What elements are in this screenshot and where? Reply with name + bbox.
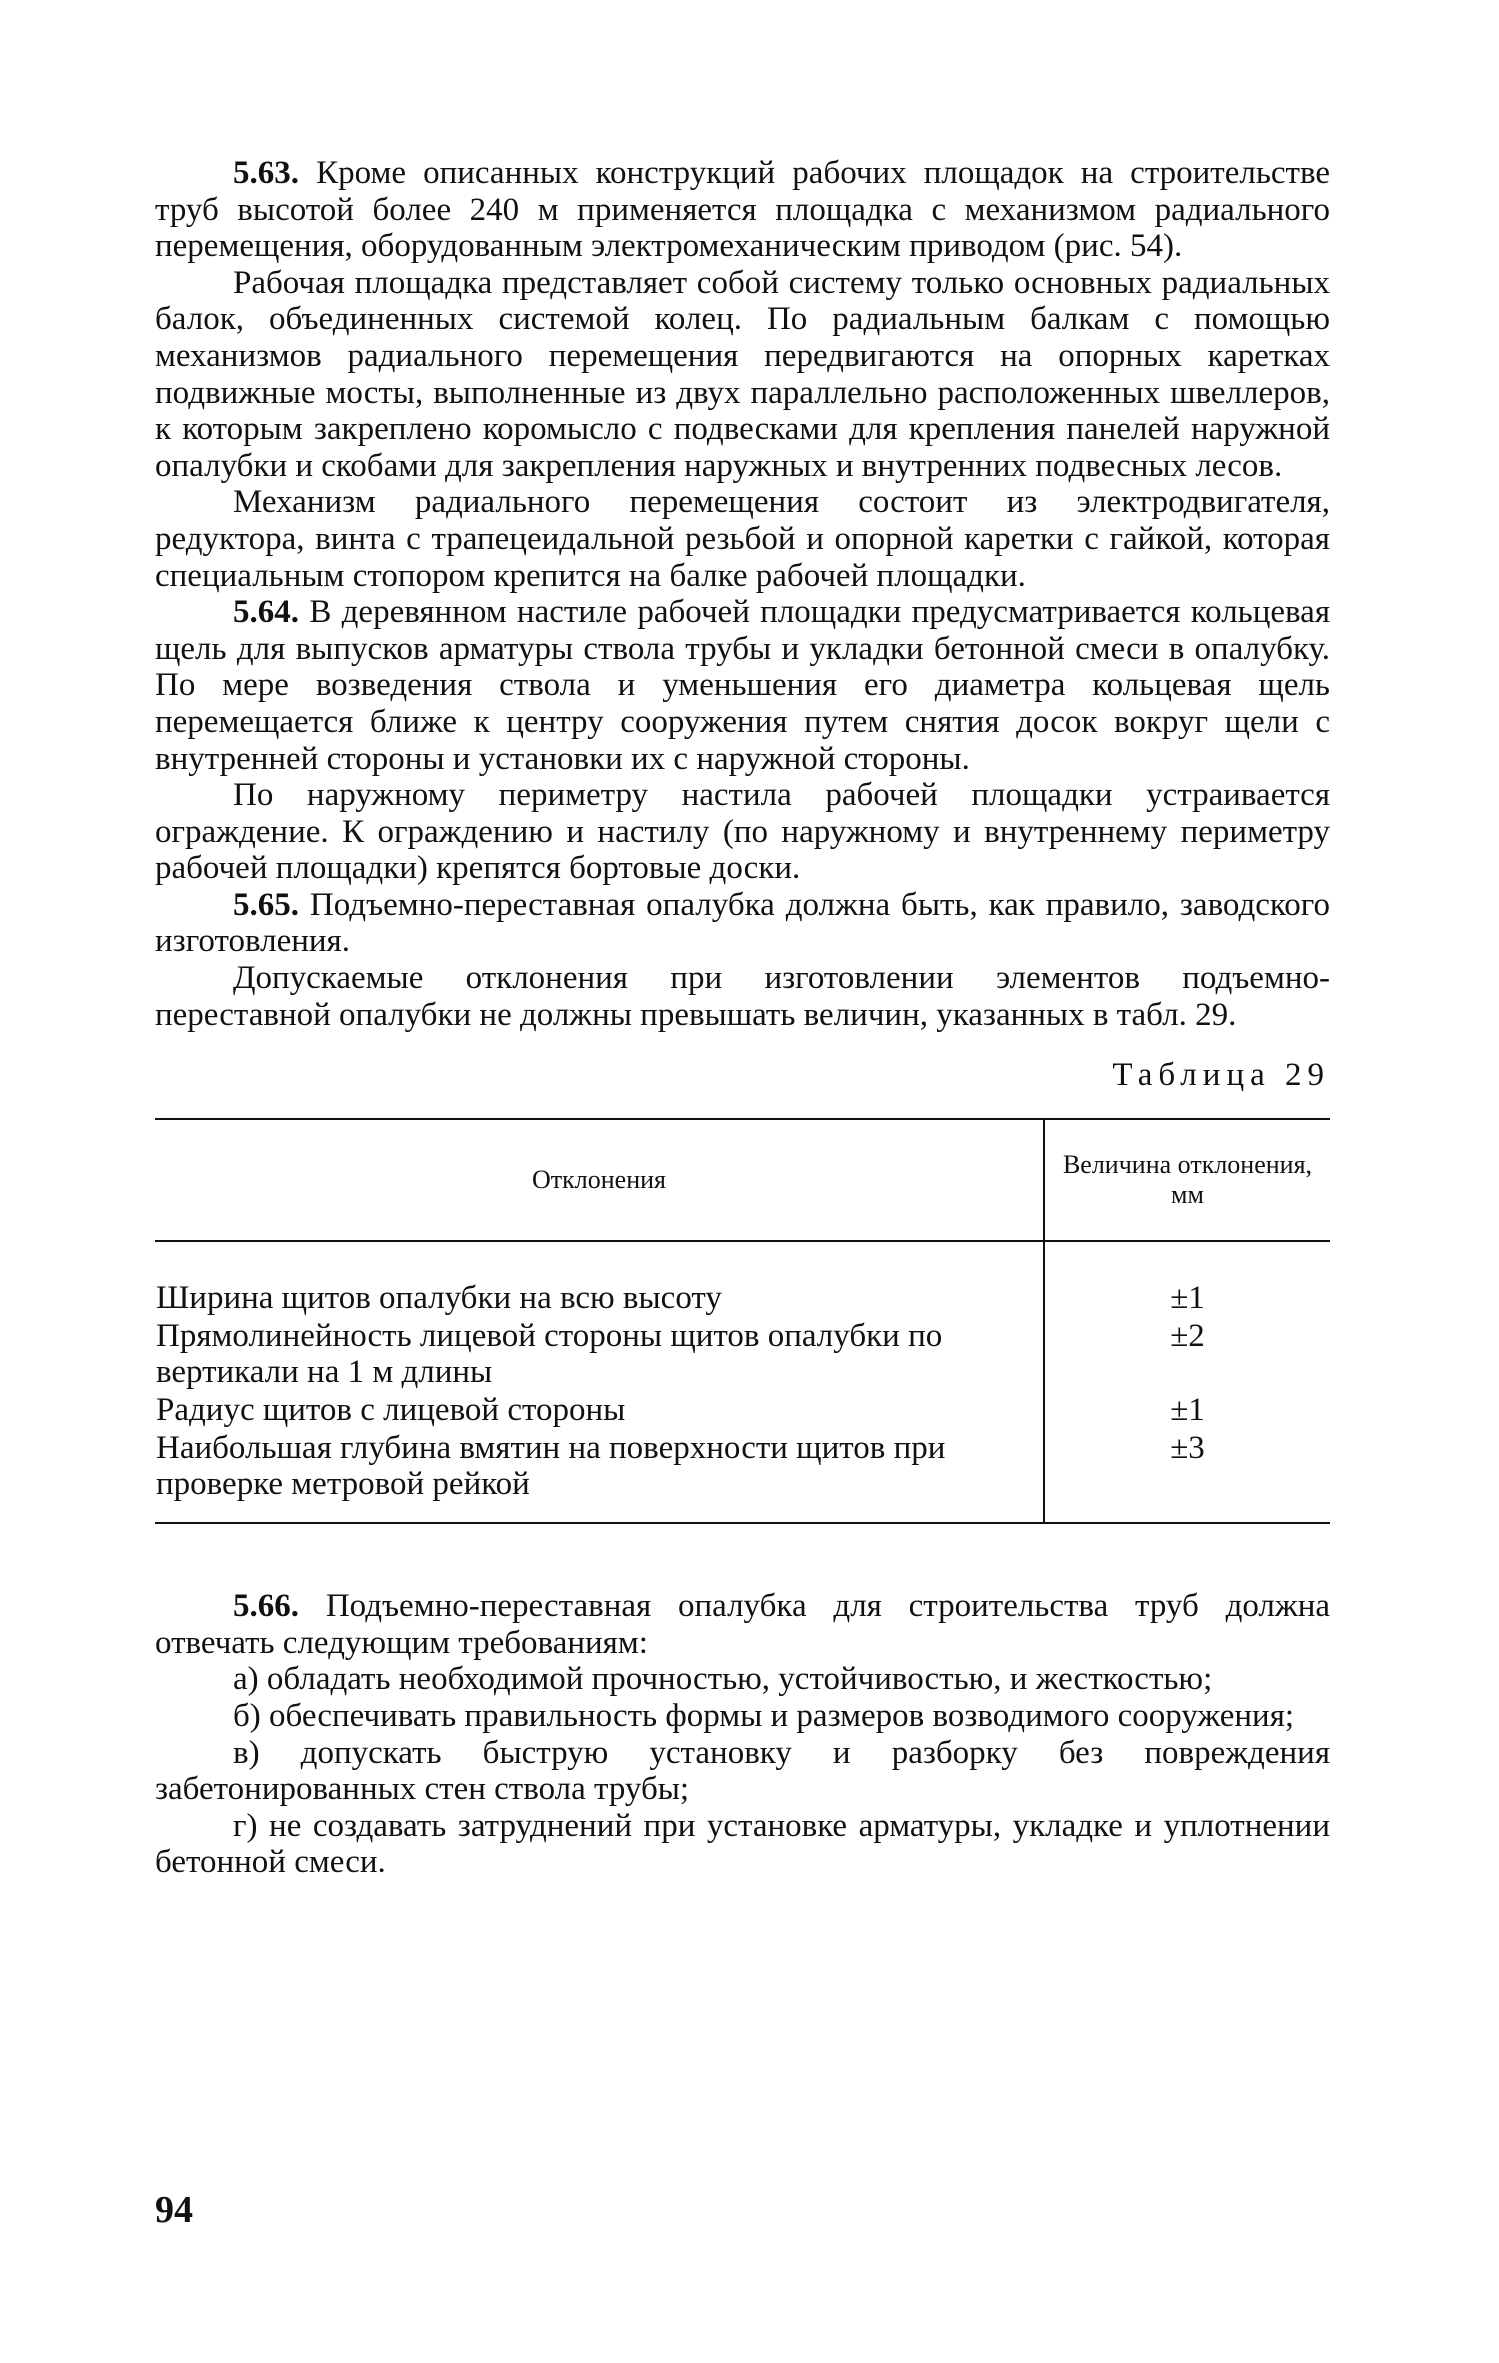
row-value: ±2 xyxy=(1044,1317,1330,1391)
row-label: Наибольшая глубина вмятин на поверхности щитов при проверке метровой рейкой xyxy=(156,1430,946,1503)
paragraph-platform-description: Рабочая площадка представляет собой систему только основных радиальных балок, объединенных системой колец. По радиальным балкам с помощью механизмов радиального перемещения передвигаются на опорных каретках подвижные мосты, выполненные из двух параллельно расположенных швеллеров, к которым закреплено коромысло с подвесками для крепления панелей наружной опалубки и скобами для закрепления наружных и внутренних подвесных лесов. xyxy=(155,264,1330,484)
paragraph-fencing: По наружному периметру настила рабочей площадки устраивается ограждение. К ограждению и настилу (по наружному и внутреннему периметру рабочей площадки) крепятся бортовые доски. xyxy=(155,777,1330,887)
table-row xyxy=(155,1391,1330,1429)
table-row xyxy=(155,1241,1330,1317)
requirements-section xyxy=(155,1588,1330,1881)
requirement-item-b: б) обеспечивать правильность формы и размеров возводимого сооружения; xyxy=(233,1698,1295,1735)
paragraph-tolerances: Допускаемые отклонения при изготовлении элементов подъемно-переставной опалубки не должны превышать величин, указанных в табл. 29. xyxy=(155,960,1330,1033)
paragraph-5-63: 5.63. Кроме описанных конструкций рабочих площадок на строительстве труб высотой более 240 м применяется площадка с механизмом радиального перемещения, оборудованным электромеханическим приводом (рис. 54). xyxy=(155,155,1330,265)
row-label: Радиус щитов с лицевой стороны xyxy=(156,1392,626,1429)
table-header-row xyxy=(155,1119,1330,1241)
row-value: ±1 xyxy=(1044,1391,1330,1429)
requirement-item-a: а) обладать необходимой прочностью, устойчивостью, и жесткостью; xyxy=(233,1661,1213,1698)
row-label: Прямолинейность лицевой стороны щитов опалубки по вертикали на 1 м длины xyxy=(156,1318,943,1391)
row-label: Ширина щитов опалубки на всю высоту xyxy=(156,1280,722,1317)
page-number: 94 xyxy=(155,2189,193,2231)
paragraph-5-65: 5.65. Подъемно-переставная опалубка должна быть, как правило, заводского изготовления. xyxy=(155,886,1330,960)
table-row xyxy=(155,1429,1330,1523)
column-header-value: Величина отклонения, мм xyxy=(1044,1119,1330,1241)
requirement-item-d: г) не создавать затруднений при установке арматуры, укладке и уплотнении бетонной смеси. xyxy=(155,1807,1330,1881)
paragraph-5-64: 5.64. В деревянном настиле рабочей площадки предусматривается кольцевая щель для выпусков арматуры ствола трубы и укладки бетонной смеси в опалубку. По мере возведения ствола и уменьшения его диаметра кольцевая щель перемещается ближе к центру сооружения путем снятия досок вокруг щели с внутренней стороны и установки их с наружной стороны. xyxy=(155,594,1331,777)
row-value: ±3 xyxy=(1044,1429,1330,1523)
table-row xyxy=(155,1317,1330,1391)
deviation-table xyxy=(155,1118,1330,1524)
table-caption: Таблица 29 xyxy=(1112,1057,1330,1094)
paragraph-5-66: 5.66. Подъемно-переставная опалубка для строительства труб должна отвечать следующим требованиям: xyxy=(155,1588,1331,1661)
requirement-item-c: в) допускать быструю установку и разборку без повреждения забетонированных стен ствола трубы; xyxy=(155,1734,1330,1808)
row-value: ±1 xyxy=(1044,1241,1330,1317)
paragraph-mechanism-description: Механизм радиального перемещения состоит из электродвигателя, редуктора, винта с трапецеидальной резьбой и опорной каретки с гайкой, которая специальным стопором крепится на балке рабочей площадки. xyxy=(155,484,1330,594)
page-content xyxy=(155,155,1330,1881)
column-header-deviations: Отклонения xyxy=(155,1119,1044,1241)
